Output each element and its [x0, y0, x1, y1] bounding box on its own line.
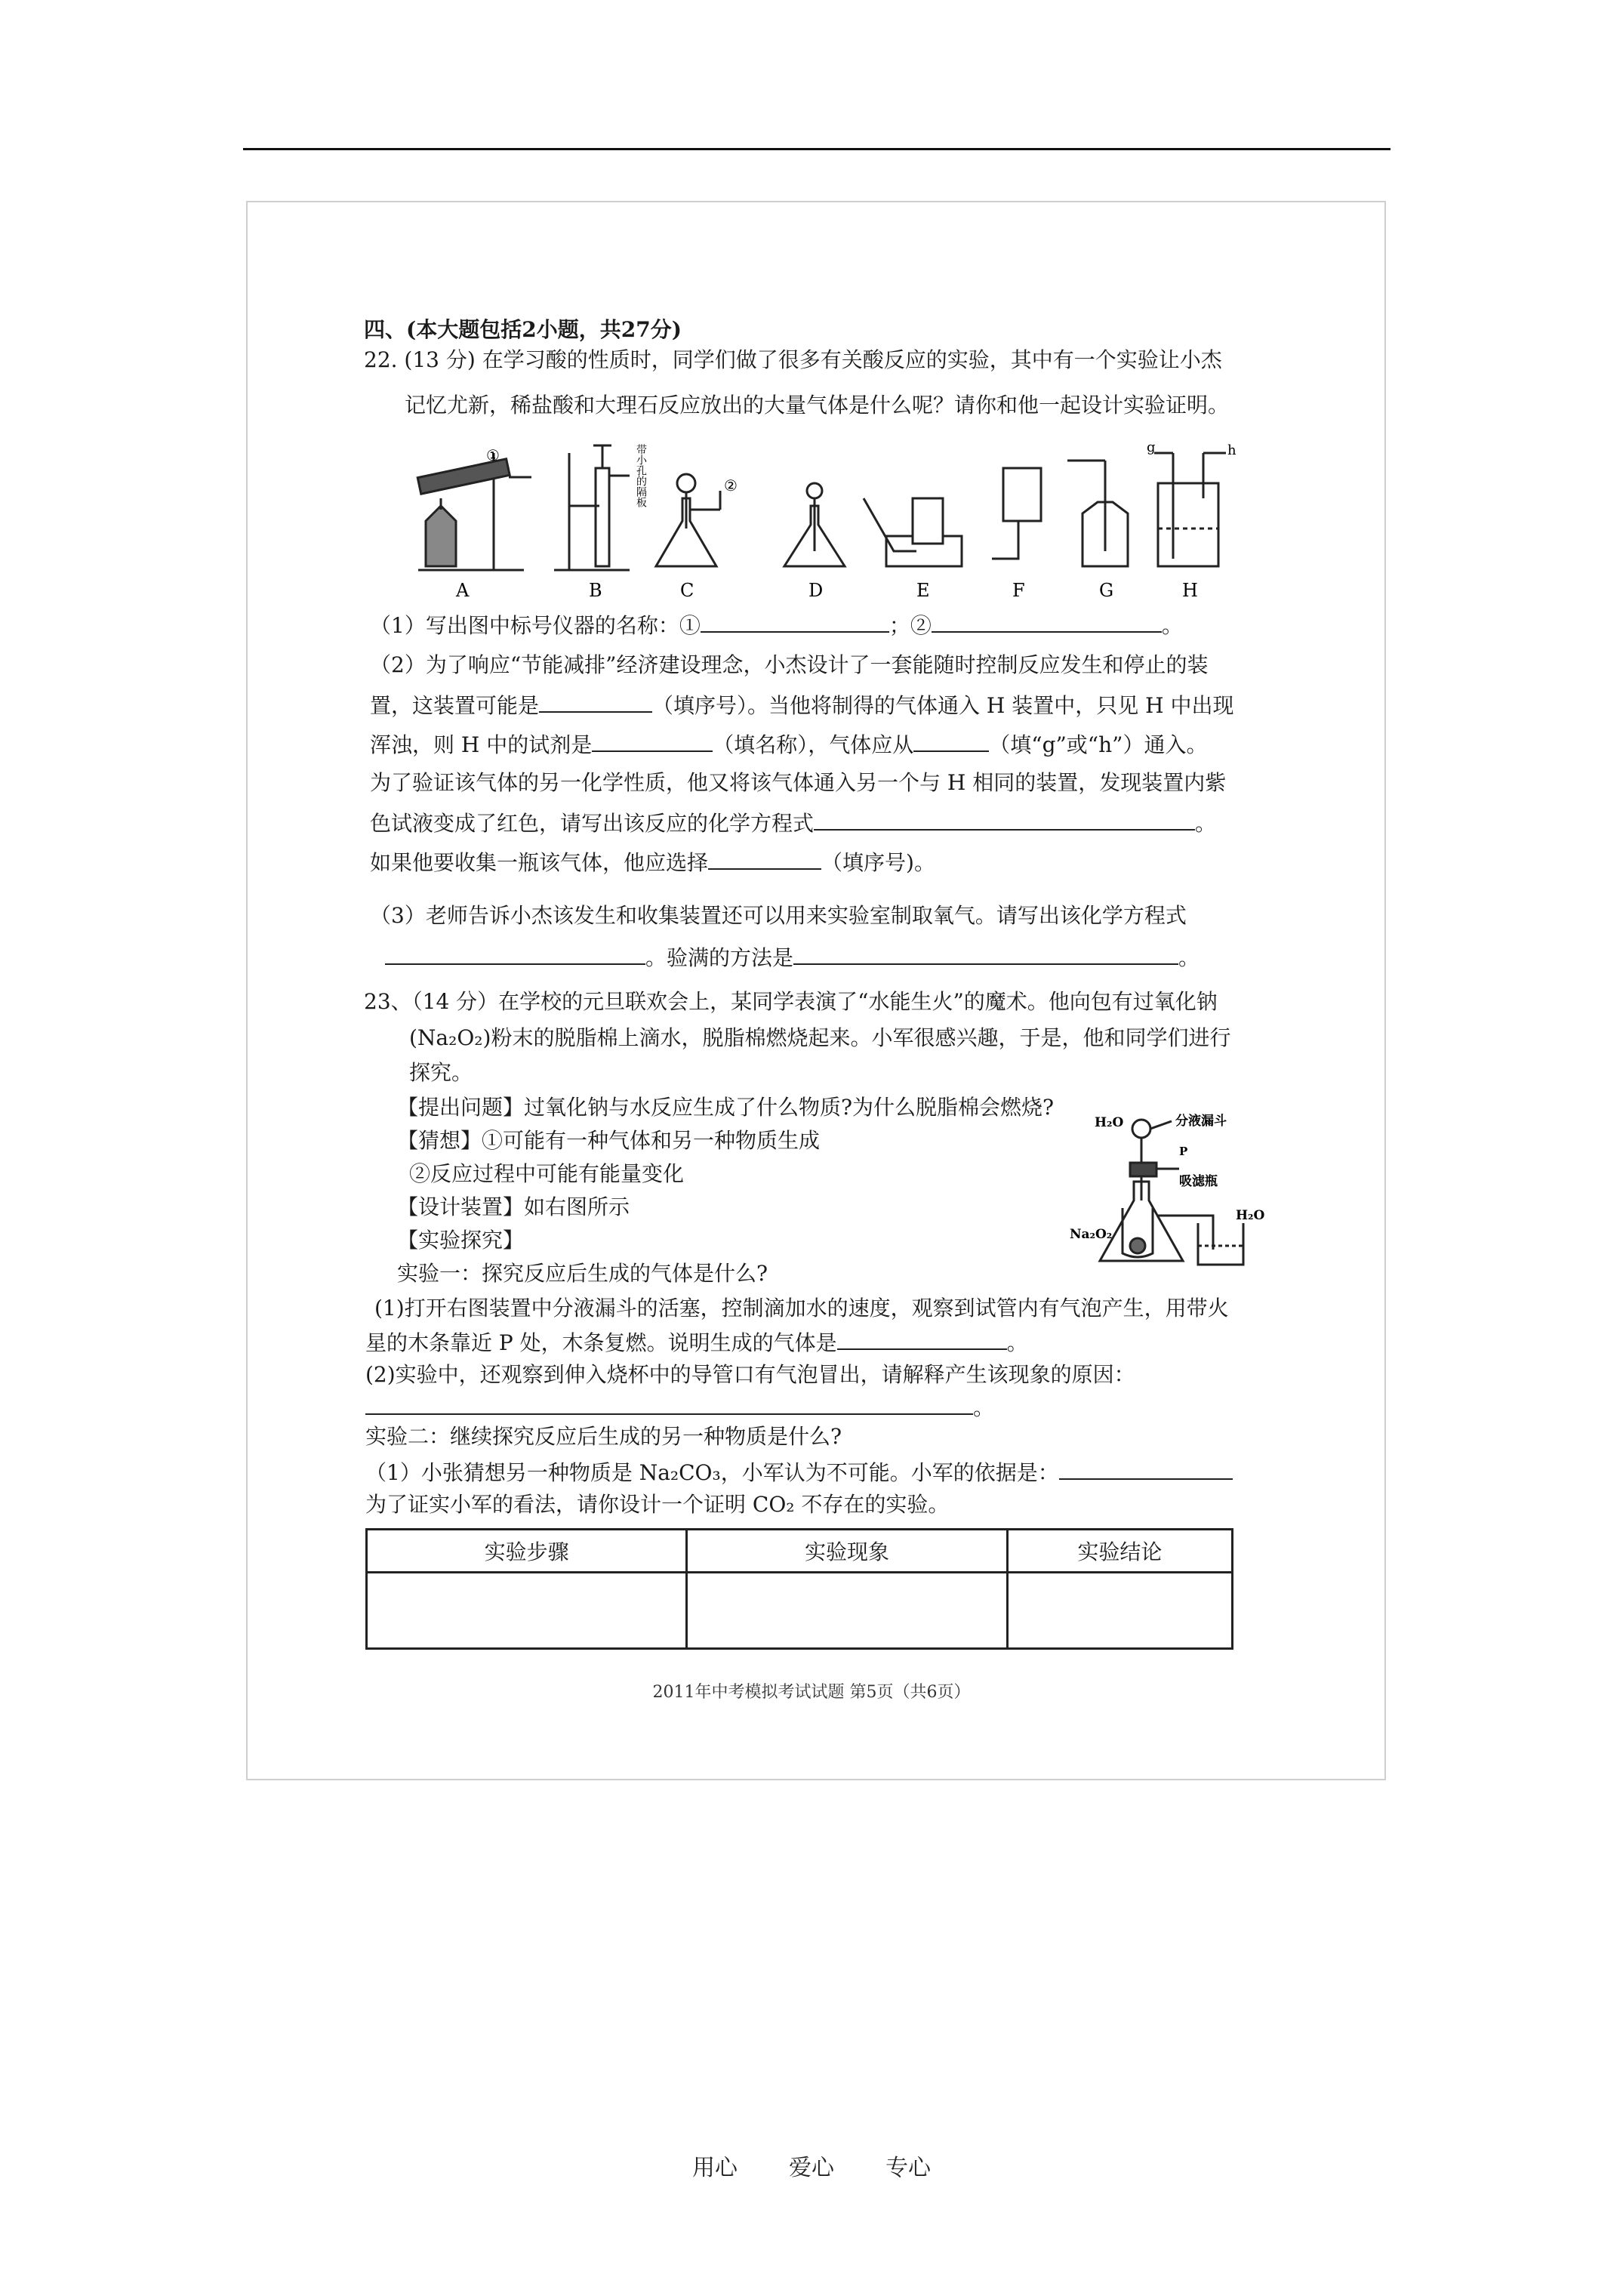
motto-1: 用心 [692, 2155, 738, 2181]
label-B: B [589, 580, 602, 601]
q23-question: 【提出问题】过氧化钠与水反应生成了什么物质?为什么脱脂棉会燃烧? [397, 1095, 1055, 1120]
td-steps [367, 1573, 687, 1649]
q23-intro-line1: 23、（14 分）在学校的元旦联欢会上，某同学表演了“水能生火”的魔术。他向包有过氧化钠 [364, 989, 1218, 1014]
q22-p2-line6: 如果他要收集一瓶该气体，他应选择 （填序号)。 [370, 850, 935, 875]
motto-3: 专心 [885, 2155, 931, 2181]
mark-h: h [1227, 442, 1236, 458]
q22-p2-line1: （2）为了响应“节能减排”经济建设理念，小杰设计了一套能随时控制反应发生和停止的装 [370, 652, 1209, 677]
na2o2-figure [1066, 1110, 1270, 1276]
th-conclusion: 实验结论 [1007, 1530, 1232, 1573]
q23-exp1-line4: 。 [365, 1394, 994, 1421]
motto-2: 爱心 [789, 2155, 834, 2181]
fig-h2o-right: H₂O [1236, 1208, 1265, 1223]
fig-p: P [1179, 1145, 1188, 1158]
q22-p2-line4: 为了验证该气体的另一化学性质，他又将该气体通入另一个与 H 相同的装置，发现装置内紫 [370, 770, 1227, 795]
q23-exp2-line1: （1）小张猜想另一种物质是 Na₂CO₃，小军认为不可能。小军的依据是： [365, 1459, 1233, 1486]
q23-exp1-title: 实验一：探究反应后生成的气体是什么? [397, 1261, 768, 1286]
exam-sheet [364, 317, 1270, 1661]
td-phenomenon [687, 1573, 1007, 1649]
page-footer: 2011年中考模拟考试试题 第5页（共6页） [652, 1683, 971, 1702]
mark-1: ① [486, 446, 500, 464]
mark-2: ② [724, 476, 738, 495]
q23-exp1-line2: 星的木条靠近 P 处，木条复燃。说明生成的气体是 。 [365, 1330, 1028, 1355]
q22-intro-line1: 22. (13 分) 在学习酸的性质时，同学们做了很多有关酸反应的实验，其中有一个实验让小杰 [364, 347, 1222, 372]
q23-intro-line2: (Na₂O₂)粉末的脱脂棉上滴水，脱脂棉燃烧起来。小军很感兴趣，于是，他和同学们进行 [409, 1025, 1231, 1050]
th-phenomenon: 实验现象 [687, 1530, 1007, 1573]
fig-na2o2: Na₂O₂ [1070, 1227, 1113, 1242]
q23-intro-line3: 探究。 [409, 1060, 473, 1085]
top-rule [243, 148, 1390, 150]
th-steps: 实验步骤 [367, 1530, 687, 1573]
q22-p3-line1: （3）老师告诉小杰该发生和收集装置还可以用来实验室制取氧气。请写出该化学方程式 [370, 903, 1187, 928]
td-conclusion [1007, 1573, 1232, 1649]
label-C: C [680, 580, 694, 601]
section-header: 四、(本大题包括2小题，共27分) [364, 317, 682, 342]
q23-guess1: 【猜想】①可能有一种气体和另一种物质生成 [397, 1128, 821, 1153]
apparatus-svg [403, 438, 1236, 608]
fig-funnel: 分液漏斗 [1175, 1114, 1227, 1129]
apparatus-figure [403, 438, 1236, 608]
q23-exp1-line3: (2)实验中，还观察到伸入烧杯中的导管口有气泡冒出，请解释产生该现象的原因： [365, 1362, 1135, 1387]
q22-p2-line3: 浑浊，则 H 中的试剂是 （填名称），气体应从 （填“g”或“h”）通入。 [370, 732, 1208, 757]
label-A: A [456, 580, 470, 601]
na2o2-svg [1066, 1110, 1270, 1276]
q22-p2-line2: 置，这装置可能是 （填序号）。当他将制得的气体通入 H 装置中，只见 H 中出现 [370, 693, 1234, 718]
label-D: D [808, 580, 824, 601]
q23-explore: 【实验探究】 [397, 1228, 525, 1253]
fig-flask: 吸滤瓶 [1179, 1174, 1218, 1189]
motto [0, 2149, 1623, 2182]
label-G: G [1099, 580, 1114, 601]
q23-exp1-line1: (1)打开右图装置中分液漏斗的活塞，控制滴加水的速度，观察到试管内有气泡产生，用带火 [374, 1296, 1229, 1321]
q23-design: 【设计装置】如右图所示 [397, 1194, 630, 1219]
fig-h2o-top: H₂O [1095, 1115, 1124, 1130]
label-H: H [1182, 580, 1198, 601]
mark-partition: 带小孔的隔板 [635, 444, 647, 507]
q22-p3-line2: 。验满的方法是 。 [385, 944, 1200, 971]
experiment-table [365, 1528, 1233, 1650]
q23-exp2-title: 实验二：继续探究反应后生成的另一种物质是什么? [365, 1424, 842, 1449]
q23-guess2: ②反应过程中可能有能量变化 [409, 1161, 685, 1186]
q22-intro-line2: 记忆尤新，稀盐酸和大理石反应放出的大量气体是什么呢？请你和他一起设计实验证明。 [405, 393, 1230, 418]
q23-exp2-line2: 为了证实小军的看法，请你设计一个证明 CO₂ 不存在的实验。 [365, 1492, 950, 1517]
q22-p1: （1）写出图中标号仪器的名称：① ；② 。 [370, 613, 1183, 638]
label-F: F [1012, 580, 1025, 601]
mark-g: g [1147, 439, 1156, 455]
label-E: E [916, 580, 930, 601]
q22-p2-line5: 色试液变成了红色，请写出该反应的化学方程式 。 [370, 811, 1217, 836]
